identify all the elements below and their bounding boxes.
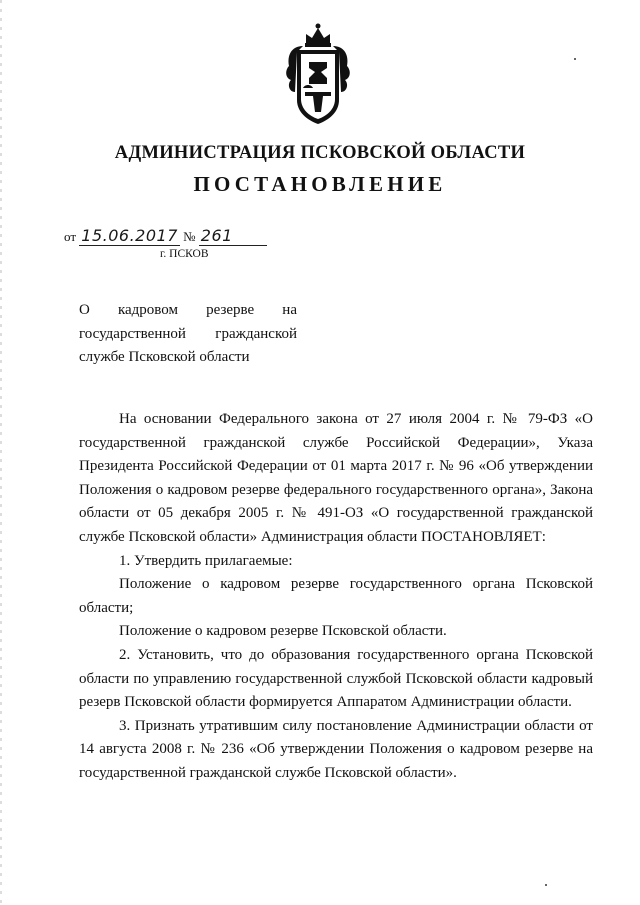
- scan-edge: [0, 0, 2, 905]
- document-body: [79, 408, 593, 786]
- date-number-line: [64, 226, 267, 246]
- document-number: 261: [199, 226, 267, 246]
- city: г. ПСКОВ: [160, 248, 209, 260]
- preamble-paragraph: На основании Федерального закона от 27 июля 2004 г. № 79-ФЗ «О государственной гражданской службе Российской Федерации», Указа Президента Российской Федерации от 01 марта 2017 г. № 96 «Об утверждении Положения о кадровом резерве федерального государственного органа», Закона области от 05 декабря 2005 г. № 491-ОЗ «О государственной гражданской службе Псковской области» Администрация области ПОСТАНОВЛЯЕТ:: [79, 411, 593, 545]
- item-2: 2. Установить, что до образования государственного органа Псковской области по управлению государственной службой Псковской области кадровый резерв Псковской области формируется Аппаратом Администрации области.: [79, 646, 593, 711]
- date-prefix: от: [64, 229, 77, 244]
- scan-speck: [574, 58, 576, 60]
- item-3: 3. Признать утратившим силу постановление Администрации области от 14 августа 2008 г. № 236 «Об утверждении Положения о кадровом резерве на государственной гражданской службе Псковской области».: [79, 717, 593, 781]
- scan-speck: [545, 884, 547, 886]
- coat-of-arms-emblem: [283, 22, 353, 126]
- organization-title: АДМИНИСТРАЦИЯ ПСКОВСКОЙ ОБЛАСТИ: [114, 143, 526, 163]
- subject-line: службе Псковской области: [79, 349, 250, 365]
- document-type: ПОСТАНОВЛЕНИЕ: [193, 172, 447, 196]
- item-1-sub-2: Положение о кадровом резерве Псковской области.: [119, 623, 447, 640]
- subject-line: государственной гражданской: [79, 325, 297, 342]
- subject-line: О кадровом резерве на: [79, 302, 297, 318]
- item-1: 1. Утвердить прилагаемые:: [119, 552, 293, 569]
- number-prefix: №: [183, 229, 196, 244]
- item-1-sub-1: Положение о кадровом резерве государственного органа Псковской области;: [79, 576, 593, 616]
- document-date: 15.06.2017: [81, 226, 178, 245]
- document-subject: [79, 299, 297, 370]
